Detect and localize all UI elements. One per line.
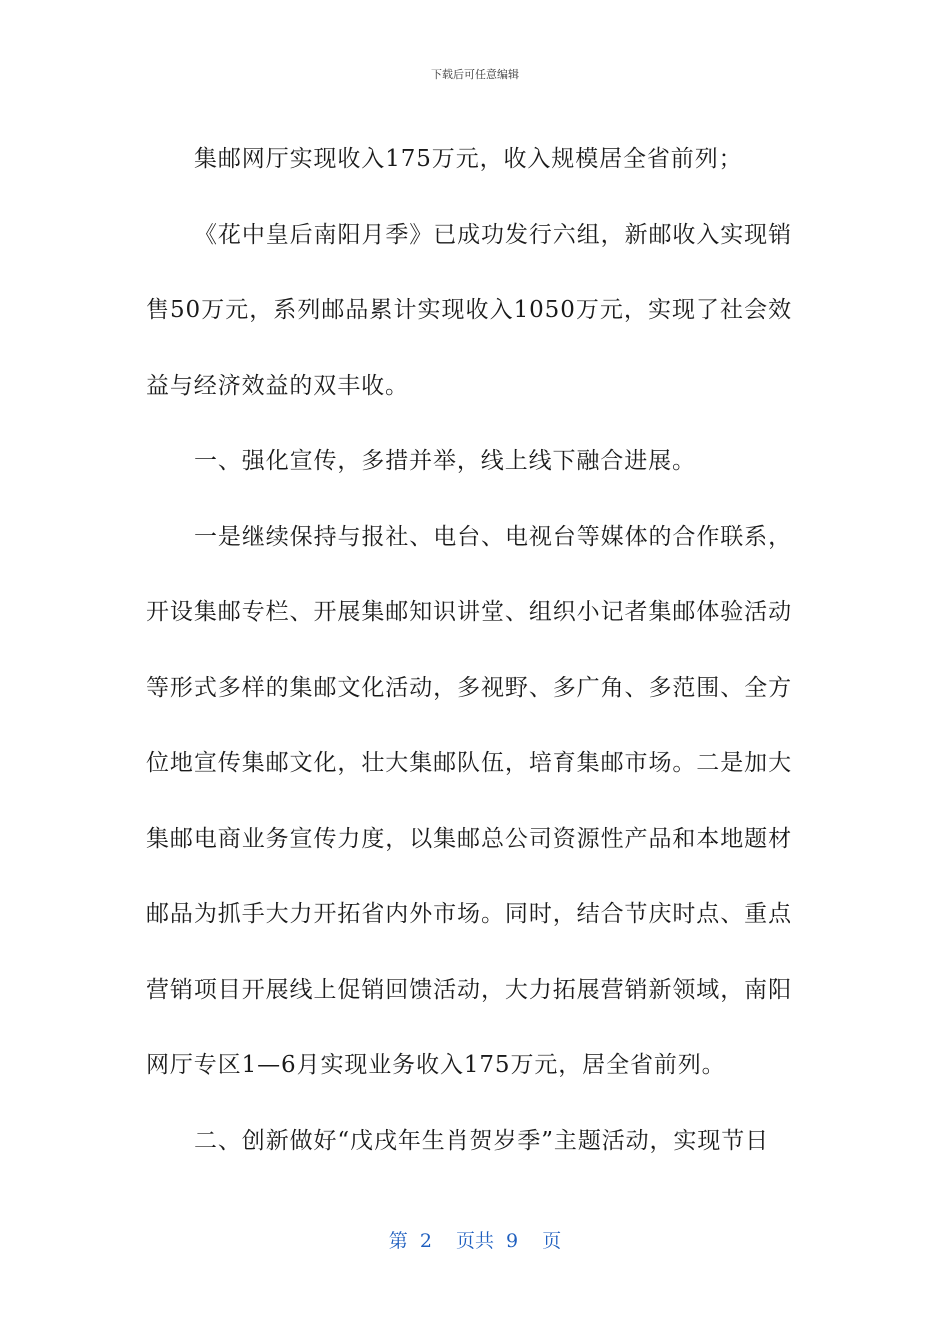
paragraph-5: 二、创新做好“戊戌年生肖贺岁季”主题活动，实现节日 xyxy=(194,1127,770,1154)
paragraph-4: 一是继续保持与报社、电台、电视台等媒体的合作联系，开设集邮专栏、开展集邮知识讲堂、组织小记者集邮体验活动等形式多样的集邮文化活动，多视野、多广角、多范围、全方位地宣传集邮文化，壮大集邮队伍，培育集邮市场。二是加大集邮电商业务宣传力度，以集邮总公司资源性产品和本地题材邮品为抓手大力开拓省内外市场。同时，结合节庆时点、重点营销项目开展线上促销回馈活动，大力拓展营销新领域，南阳网厅专区1—6月实现业务收入175万元，居全省前列。 xyxy=(146,523,792,1078)
paragraph-3: 一、强化宣传，多措并举，线上线下融合进展。 xyxy=(194,448,696,474)
paragraph-2: 《花中皇后南阳月季》已成功发行六组，新邮收入实现销售50万元，系列邮品累计实现收入1050万元，实现了社会效益与经济效益的双丰收。 xyxy=(146,221,792,399)
paragraph-1: 集邮网厅实现收入175万元，收入规模居全省前列； xyxy=(194,146,743,172)
page-header: 下载后可任意编辑 xyxy=(431,68,519,81)
page-footer: 第 2 页共 9 页 xyxy=(388,1230,562,1252)
document-body xyxy=(146,122,792,1179)
